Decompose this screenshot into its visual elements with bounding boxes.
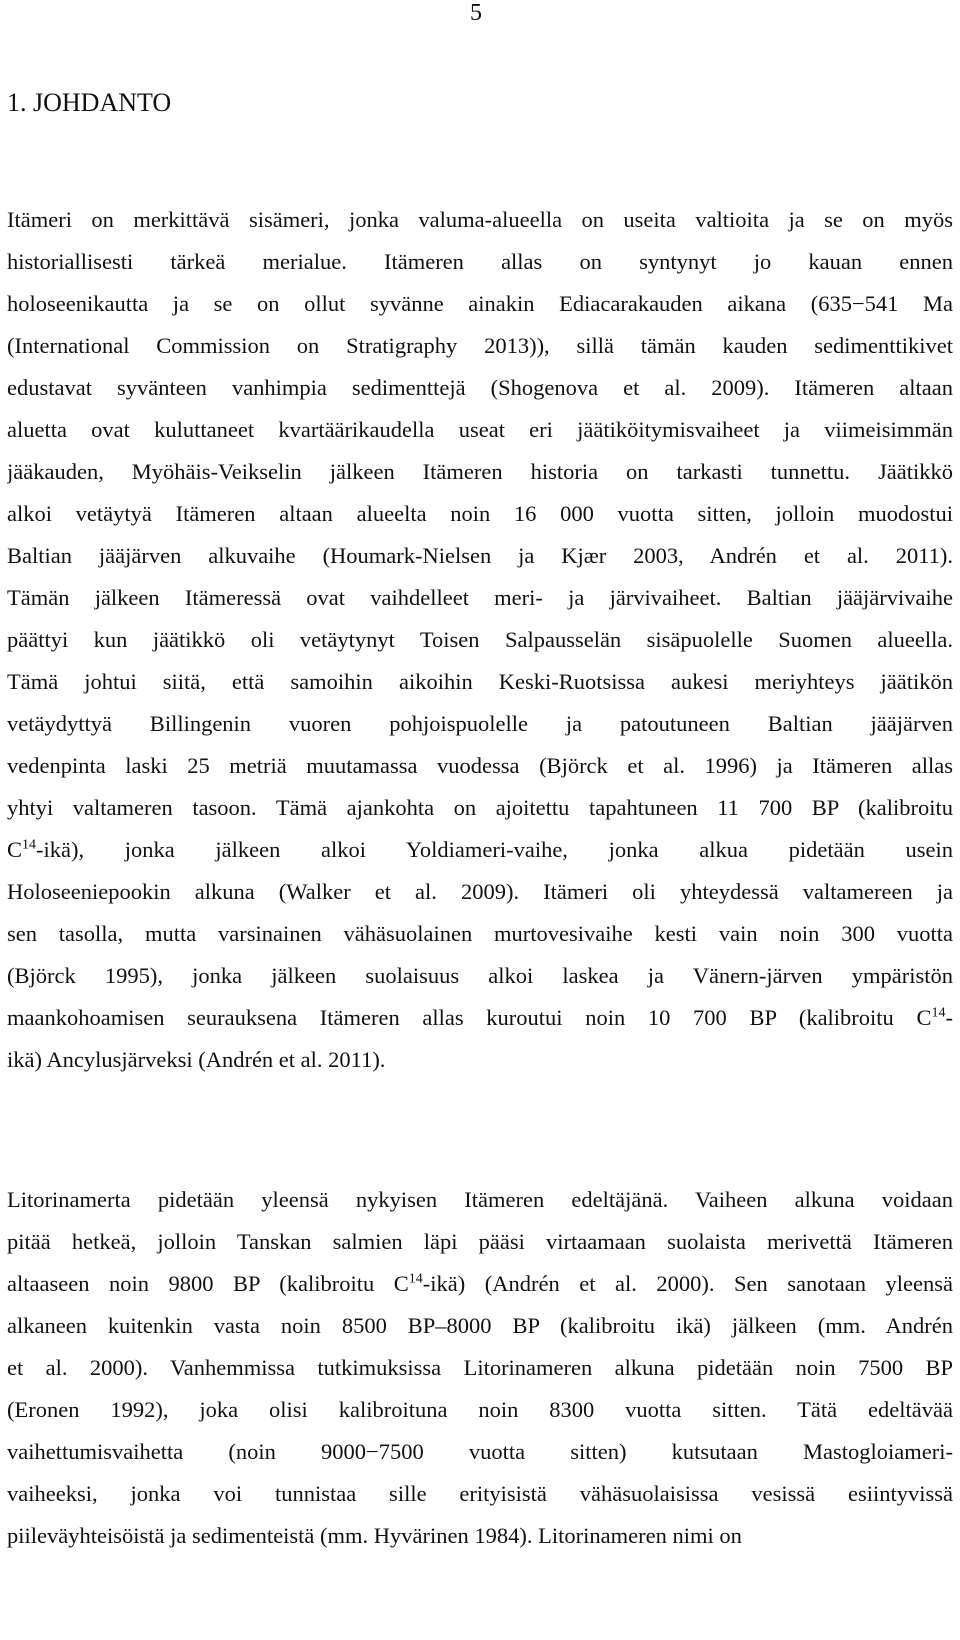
text-line: päättyi kun jäätikkö oli vetäytynyt Toisen Salpausselän sisäpuolelle Suomen alueella. (7, 627, 953, 652)
text-line: (Björck 1995), jonka jälkeen suolaisuus alkoi laskea ja Vänern-järven ympäristön (7, 963, 953, 988)
text-line: jääkauden, Myöhäis-Veikselin jälkeen Itämeren historia on tarkasti tunnettu. Jäätikkö (7, 459, 953, 484)
text-line: Itämeri on merkittävä sisämeri, jonka valuma-alueella on useita valtioita ja se on myös (7, 207, 953, 232)
text-line: (International Commission on Stratigraphy 2013)), sillä tämän kauden sedimenttikivet (7, 333, 953, 358)
superscript: 14 (408, 1271, 423, 1287)
text-line: et al. 2000). Vanhemmissa tutkimuksissa Litorinameren alkuna pidetään noin 7500 BP (7, 1355, 953, 1380)
text-line: vetäydyttyä Billingenin vuoren pohjoispuolelle ja patoutuneen Baltian jääjärven (7, 711, 953, 736)
text-fragment: maankohoamisen seurauksena Itämeren allas kuroutui noin 10 700 BP (kalibroitu C (7, 1005, 932, 1030)
text-line: Holoseeniepookin alkuna (Walker et al. 2009). Itämeri oli yhteydessä valtamereen ja (7, 879, 953, 904)
text-line: vedenpinta laski 25 metriä muutamassa vuodessa (Björck et al. 1996) ja Itämeren allas (7, 753, 953, 778)
text-line: sen tasolla, mutta varsinainen vähäsuolainen murtovesivaihe kesti vain noin 300 vuotta (7, 921, 953, 946)
text-line (7, 829, 953, 871)
text-line: historiallisesti tärkeä merialue. Itämeren allas on syntynyt jo kauan ennen (7, 249, 953, 274)
text-line: alkoi vetäytyä Itämeren altaan alueelta noin 16 000 vuotta sitten, jolloin muodostui (7, 501, 953, 526)
text-line: aluetta ovat kuluttaneet kvartäärikaudella useat eri jäätiköitymisvaiheet ja viimeisimmän (7, 417, 953, 442)
page-number: 5 (470, 0, 482, 26)
text-line: alkaneen kuitenkin vasta noin 8500 BP–8000 BP (kalibroitu ikä) jälkeen (mm. Andrén (7, 1313, 953, 1338)
text-line (7, 997, 953, 1039)
text-line: yhtyi valtameren tasoon. Tämä ajankohta on ajoitettu tapahtuneen 11 700 BP (kalibroitu (7, 795, 953, 820)
superscript: 14 (931, 1005, 946, 1021)
text-fragment: altaaseen noin 9800 BP (kalibroitu C (7, 1271, 409, 1296)
text-fragment: -ikä) (Andrén et al. 2000). Sen sanotaan yleensä (422, 1271, 953, 1296)
text-line: (Eronen 1992), joka olisi kalibroituna noin 8300 vuotta sitten. Tätä edeltävää (7, 1397, 953, 1422)
text-fragment: - (945, 1005, 953, 1030)
section-heading: 1. JOHDANTO (7, 88, 172, 117)
text-line: edustavat syvänteen vanhimpia sedimenttejä (Shogenova et al. 2009). Itämeren altaan (7, 375, 953, 400)
text-line: holoseenikautta ja se on ollut syvänne ainakin Ediacarakauden aikana (635−541 Ma (7, 291, 953, 316)
text-line: Tämä johtui siitä, että samoihin aikoihin Keski-Ruotsissa aukesi meriyhteys jäätikön (7, 669, 953, 694)
text-line: Baltian jääjärven alkuvaihe (Houmark-Nielsen ja Kjær 2003, Andrén et al. 2011). (7, 543, 953, 568)
paragraph-itameri-history (7, 199, 953, 1081)
text-line: vaihettumisvaihetta (noin 9000−7500 vuotta sitten) kutsutaan Mastogloiameri- (7, 1439, 953, 1464)
text-line: Litorinamerta pidetään yleensä nykyisen Itämeren edeltäjänä. Vaiheen alkuna voidaan (7, 1187, 953, 1212)
text-line: pitää hetkeä, jolloin Tanskan salmien läpi pääsi virtaamaan suolaista merivettä Itämeren (7, 1229, 953, 1254)
text-fragment: -ikä), jonka jälkeen alkoi Yoldiameri-vaihe, jonka alkua pidetään usein (36, 837, 953, 862)
text-line: Tämän jälkeen Itämeressä ovat vaihdelleet meri- ja järvivaiheet. Baltian jääjärvivaihe (7, 585, 953, 610)
text-line: ikä) Ancylusjärveksi (Andrén et al. 2011). (7, 1047, 386, 1072)
text-fragment: C (7, 837, 23, 862)
text-line: vaiheeksi, jonka voi tunnistaa sille erityisistä vähäsuolaisissa vesissä esiintyvissä (7, 1481, 953, 1506)
text-line: piileväyhteisöistä ja sedimenteistä (mm. Hyvärinen 1984). Litorinameren nimi on (7, 1523, 742, 1548)
superscript: 14 (22, 837, 37, 853)
paragraph-litorinameri (7, 1179, 953, 1557)
text-line (7, 1263, 953, 1305)
